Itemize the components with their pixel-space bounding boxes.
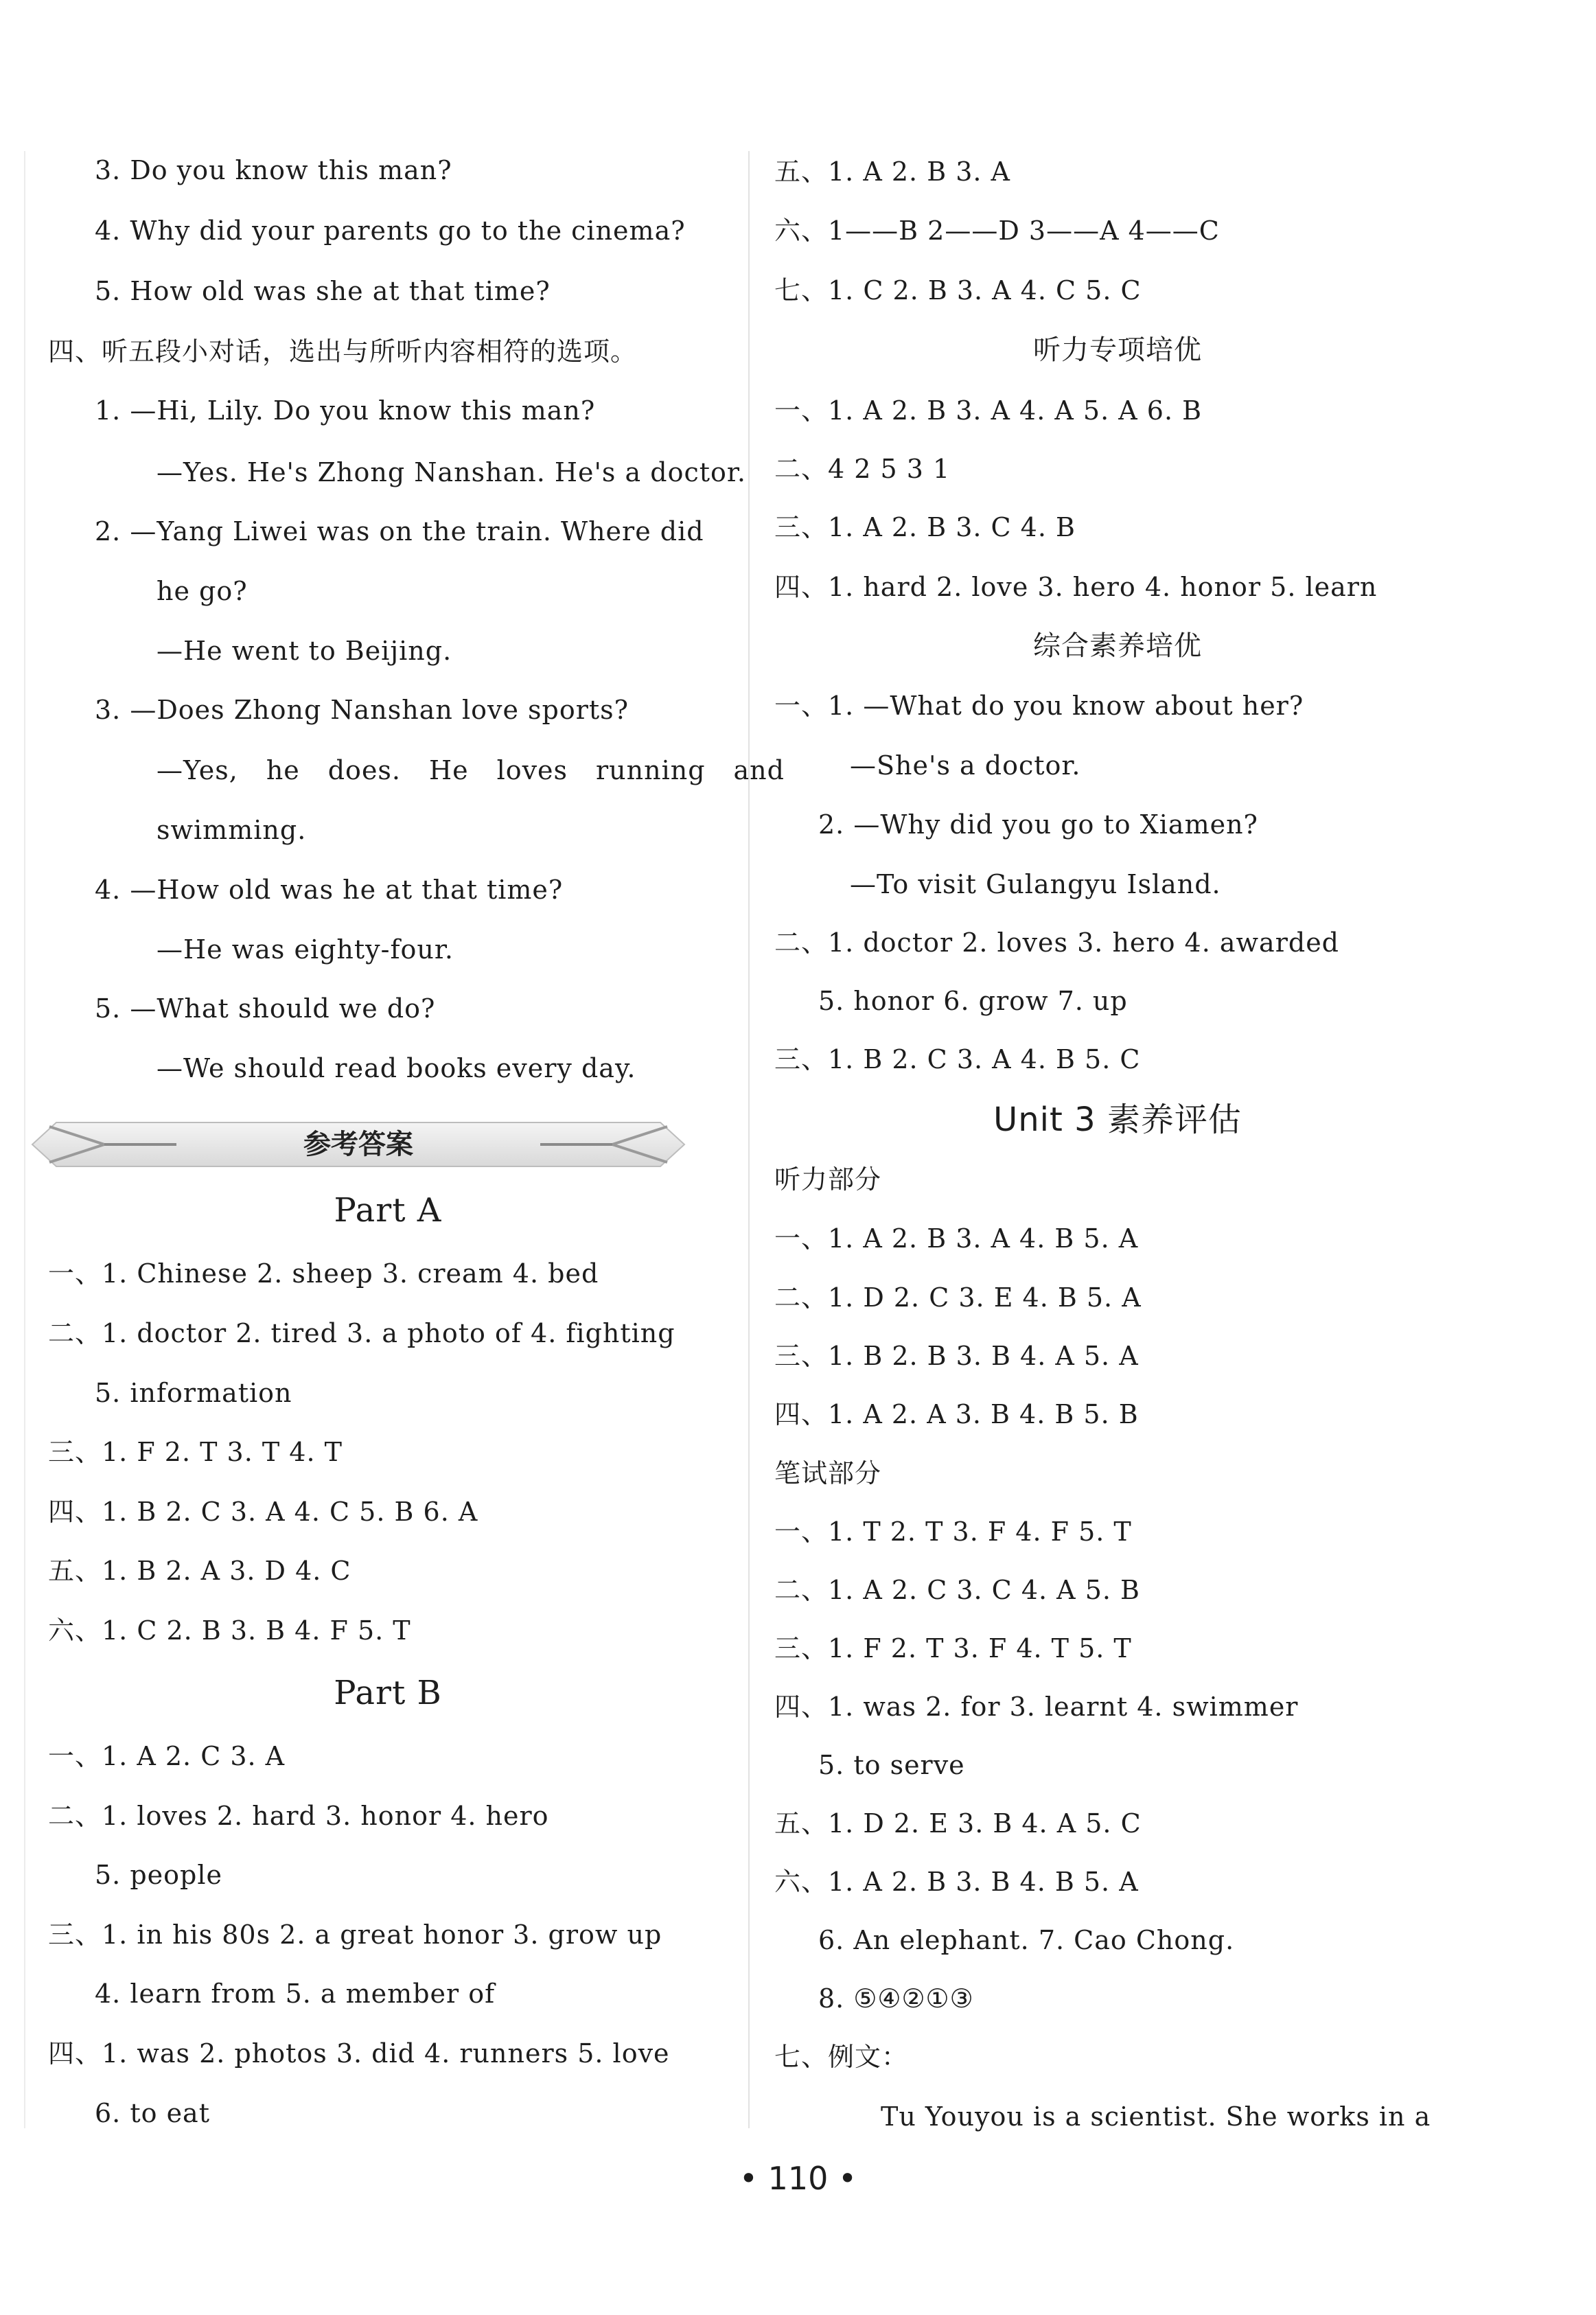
answer-line: 六、1——B 2——D 3——A 4——C	[774, 216, 1220, 246]
answer-line: 一、1. T 2. T 3. F 4. F 5. T	[774, 1517, 1132, 1547]
answer-line: 三、1. in his 80s 2. a great honor 3. grow up	[48, 1920, 662, 1950]
answer-line: 二、1. doctor 2. loves 3. hero 4. awarded	[774, 928, 1340, 958]
word: and	[733, 755, 785, 785]
answer-line: —To visit Gulangyu Island.	[850, 869, 1221, 899]
question-line: 5. How old was she at that time?	[95, 276, 551, 306]
dialogue-line: he go?	[157, 576, 248, 606]
part-heading: Part A	[334, 1191, 442, 1230]
subsection-label: 笔试部分	[774, 1458, 882, 1488]
dialogue-line: —We should read books every day.	[157, 1053, 636, 1083]
answer-line: 8. ⑤④②①③	[818, 1983, 974, 2014]
column-divider	[748, 151, 750, 2128]
dialogue-line-justified	[157, 751, 785, 790]
answer-line: 六、1. A 2. B 3. B 4. B 5. A	[774, 1867, 1139, 1897]
answer-line: 二、1. D 2. C 3. E 4. B 5. A	[774, 1282, 1142, 1313]
question-line: 4. Why did your parents go to the cinema?	[95, 216, 686, 246]
dialogue-line: 3. —Does Zhong Nanshan love sports?	[95, 695, 629, 725]
answer-line: 六、1. C 2. B 3. B 4. F 5. T	[48, 1615, 411, 1646]
word: does.	[327, 755, 402, 785]
answer-line: 三、1. B 2. B 3. B 4. A 5. A	[774, 1341, 1139, 1371]
word: loves	[496, 755, 568, 785]
answer-line: 一、1. Chinese 2. sheep 3. cream 4. bed	[48, 1258, 599, 1289]
answer-line: 一、1. A 2. B 3. A 4. B 5. A	[774, 1223, 1139, 1254]
answer-line: 五、1. B 2. A 3. D 4. C	[48, 1556, 351, 1586]
word: he	[266, 755, 300, 785]
answer-line: 一、1. A 2. B 3. A 4. A 5. A 6. B	[774, 395, 1203, 426]
answer-line: 三、1. A 2. B 3. C 4. B	[774, 512, 1076, 542]
answer-key-banner	[29, 1117, 688, 1172]
subsection-label: 听力部分	[774, 1164, 882, 1195]
dialogue-line: 2. —Yang Liwei was on the train. Where did	[95, 516, 704, 546]
dialogue-line: 5. —What should we do?	[95, 993, 436, 1024]
essay-line: Tu Youyou is a scientist. She works in a	[881, 2101, 1431, 2132]
page-edge-line	[24, 151, 25, 2128]
answer-line: 七、例文：	[774, 2042, 909, 2072]
answer-line: 5. to serve	[818, 1750, 965, 1780]
answer-line: 三、1. F 2. T 3. F 4. T 5. T	[774, 1633, 1132, 1663]
section-heading: 综合素养培优	[1033, 630, 1202, 662]
answer-line: 五、1. A 2. B 3. A	[774, 157, 1010, 187]
answer-line: 一、1. —What do you know about her?	[774, 691, 1304, 721]
answer-line: 4. learn from 5. a member of	[95, 1979, 496, 2009]
answer-line: 三、1. F 2. T 3. T 4. T	[48, 1437, 343, 1467]
answer-line: 二、1. A 2. C 3. C 4. A 5. B	[774, 1575, 1140, 1605]
answer-line: —She's a doctor.	[850, 750, 1081, 781]
answer-line: 5. people	[95, 1860, 222, 1890]
dialogue-line: —He was eighty-four.	[157, 934, 454, 965]
answer-line: 四、1. B 2. C 3. A 4. C 5. B 6. A	[48, 1497, 478, 1527]
dialogue-line: 4. —How old was he at that time?	[95, 875, 564, 905]
answer-line: 三、1. B 2. C 3. A 4. B 5. C	[774, 1044, 1141, 1074]
section-instruction: 四、听五段小对话，选出与所听内容相符的选项。	[48, 336, 638, 367]
word: running	[596, 755, 706, 785]
answer-line: 七、1. C 2. B 3. A 4. C 5. C	[774, 275, 1142, 306]
answer-line: 五、1. D 2. E 3. B 4. A 5. C	[774, 1808, 1142, 1839]
section-heading: 听力专项培优	[1033, 334, 1202, 366]
answer-line: 二、1. doctor 2. tired 3. a photo of 4. fighting	[48, 1318, 675, 1348]
page-number: • 110 •	[739, 2160, 857, 2197]
answer-line: 四、1. was 2. for 3. learnt 4. swimmer	[774, 1692, 1299, 1722]
banner-title: 参考答案	[303, 1129, 413, 1160]
dialogue-line: swimming.	[157, 815, 307, 845]
word: He	[428, 755, 469, 785]
dialogue-line: —Yes. He's Zhong Nanshan. He's a doctor.	[157, 457, 746, 487]
answer-line: 四、1. A 2. A 3. B 4. B 5. B	[774, 1399, 1139, 1429]
question-line: 3. Do you know this man?	[95, 155, 452, 185]
answer-line: 二、1. loves 2. hard 3. honor 4. hero	[48, 1801, 549, 1831]
dialogue-line: 1. —Hi, Lily. Do you know this man?	[95, 395, 596, 426]
answer-line: 2. —Why did you go to Xiamen?	[818, 809, 1258, 840]
answer-line: 5. honor 6. grow 7. up	[818, 986, 1128, 1016]
answer-line: 一、1. A 2. C 3. A	[48, 1741, 286, 1771]
answer-line: 6. to eat	[95, 2098, 210, 2128]
dialogue-line: —He went to Beijing.	[157, 636, 452, 666]
part-heading: Part B	[334, 1674, 442, 1712]
answer-line: 四、1. hard 2. love 3. hero 4. honor 5. learn	[774, 572, 1378, 602]
word: —Yes,	[157, 755, 238, 785]
answer-line: 6. An elephant. 7. Cao Chong.	[818, 1925, 1235, 1955]
answer-line: 5. information	[95, 1378, 292, 1408]
unit-heading: Unit 3 素养评估	[993, 1101, 1242, 1139]
answer-line: 二、4 2 5 3 1	[774, 454, 951, 484]
answer-line: 四、1. was 2. photos 3. did 4. runners 5. love	[48, 2038, 670, 2069]
